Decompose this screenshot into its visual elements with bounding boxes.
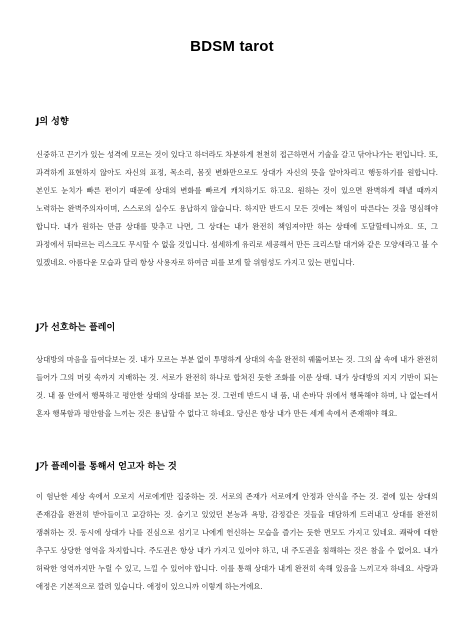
document-title: BDSM tarot [190, 38, 274, 55]
section-body-preferred-play: 상대방의 마음을 들여다보는 것. 내가 모르는 부분 없이 투명하게 상대의 속을 완전히 꿰뚫어보는 것. 그의 삶 속에 내가 완전히 들어가 그의 머릿 속까지 지배하는 것. 서로가 완전히 하나로 합쳐진 듯한 조화를 이룬 상태. 내가 상대방의 지지 기반이 되는 것. 내 품 안에서 행복하고 평안한 상태의 상대를 보는 것. 그런데 반드시 내 품, 내 손바닥 위에서 행복해야 하며, 나 없는데서 혼자 행복함과 평안함을 느끼는 것은 용납할 수 없다고 하네요. 당신은 항상 내가 만든 세계 속에서 존재해야 해요. [36, 355, 438, 418]
section-body-tendency: 신중하고 끈기가 있는 성격에 모르는 것이 있다고 하더라도 차분하게 천천히 접근하면서 기술을 갈고 닦아나가는 편입니다. 또, 과격하게 표현하지 않아도 자신의 표정, 목소리, 몸짓 변화만으로도 상대가 자신의 뜻을 알아차리고 행동하기를 원합니다. 본인도 눈치가 빠른 편이기 때문에 상대의 변화를 빠르게 캐치하기도 하고요. 원하는 것이 있으면 완벽하게 해낼 때까지 노력하는 완벽주의자이며, 스스로의 실수도 용납하지 않습니다. 하지만 반드시 모든 것에는 책임이 따른다는 것을 명심해야 합니다. 내가 원하는 만큼 상대를 맞추고 나면, 그 상대는 내가 완전히 책임져야만 하는 상태에 도달할테니까요. 또, 그 과정에서 뒤따르는 리스크도 무시할 수 없을 것입니다. 섬세하게 유리로 세공해서 만든 크리스탈 대거와 같은 모양새라고 볼 수 있겠네요. 아름다운 모습과 달리 항상 사용자로 하여금 피를 보게 할 위험성도 가지고 있는 편입니다. [36, 150, 438, 267]
section-heading-preferred-play: J가 선호하는 플레이 [36, 323, 116, 333]
section-body-goals: 이 험난한 세상 속에서 오로지 서로에게만 집중하는 것. 서로의 존재가 서로에게 안정과 안식을 주는 것. 곁에 있는 상대의 존재감을 완전히 받아들이고 교감하는 것. 숨기고 있었던 본능과 욕망, 감정같은 것들을 대담하게 드러내고 상대를 완전히 쟁취하는 것. 동시에 상대가 나를 진심으로 섬기고 나에게 헌신하는 모습을 즐기는 듯한 면모도 가지고 있네요. 쾌락에 대한 추구도 상당한 영역을 차지합니다. 주도권은 항상 내가 가지고 있어야 하고, 내 주도권을 침해하는 것은 참을 수 없어요. 내가 허락한 영역까지만 누릴 수 있고, 느낄 수 있어야 합니다. 이를 통해 상대가 내게 완전히 속해 있음을 느끼고자 하네요. 사랑과 애정은 기본적으로 깔려 있습니다. 애정이 있으니까 이렇게 하는거에요. [36, 492, 438, 591]
section-heading-tendency: J의 성향 [36, 117, 69, 127]
section-heading-goals: J가 플레이를 통해서 얻고자 하는 것 [36, 462, 177, 472]
